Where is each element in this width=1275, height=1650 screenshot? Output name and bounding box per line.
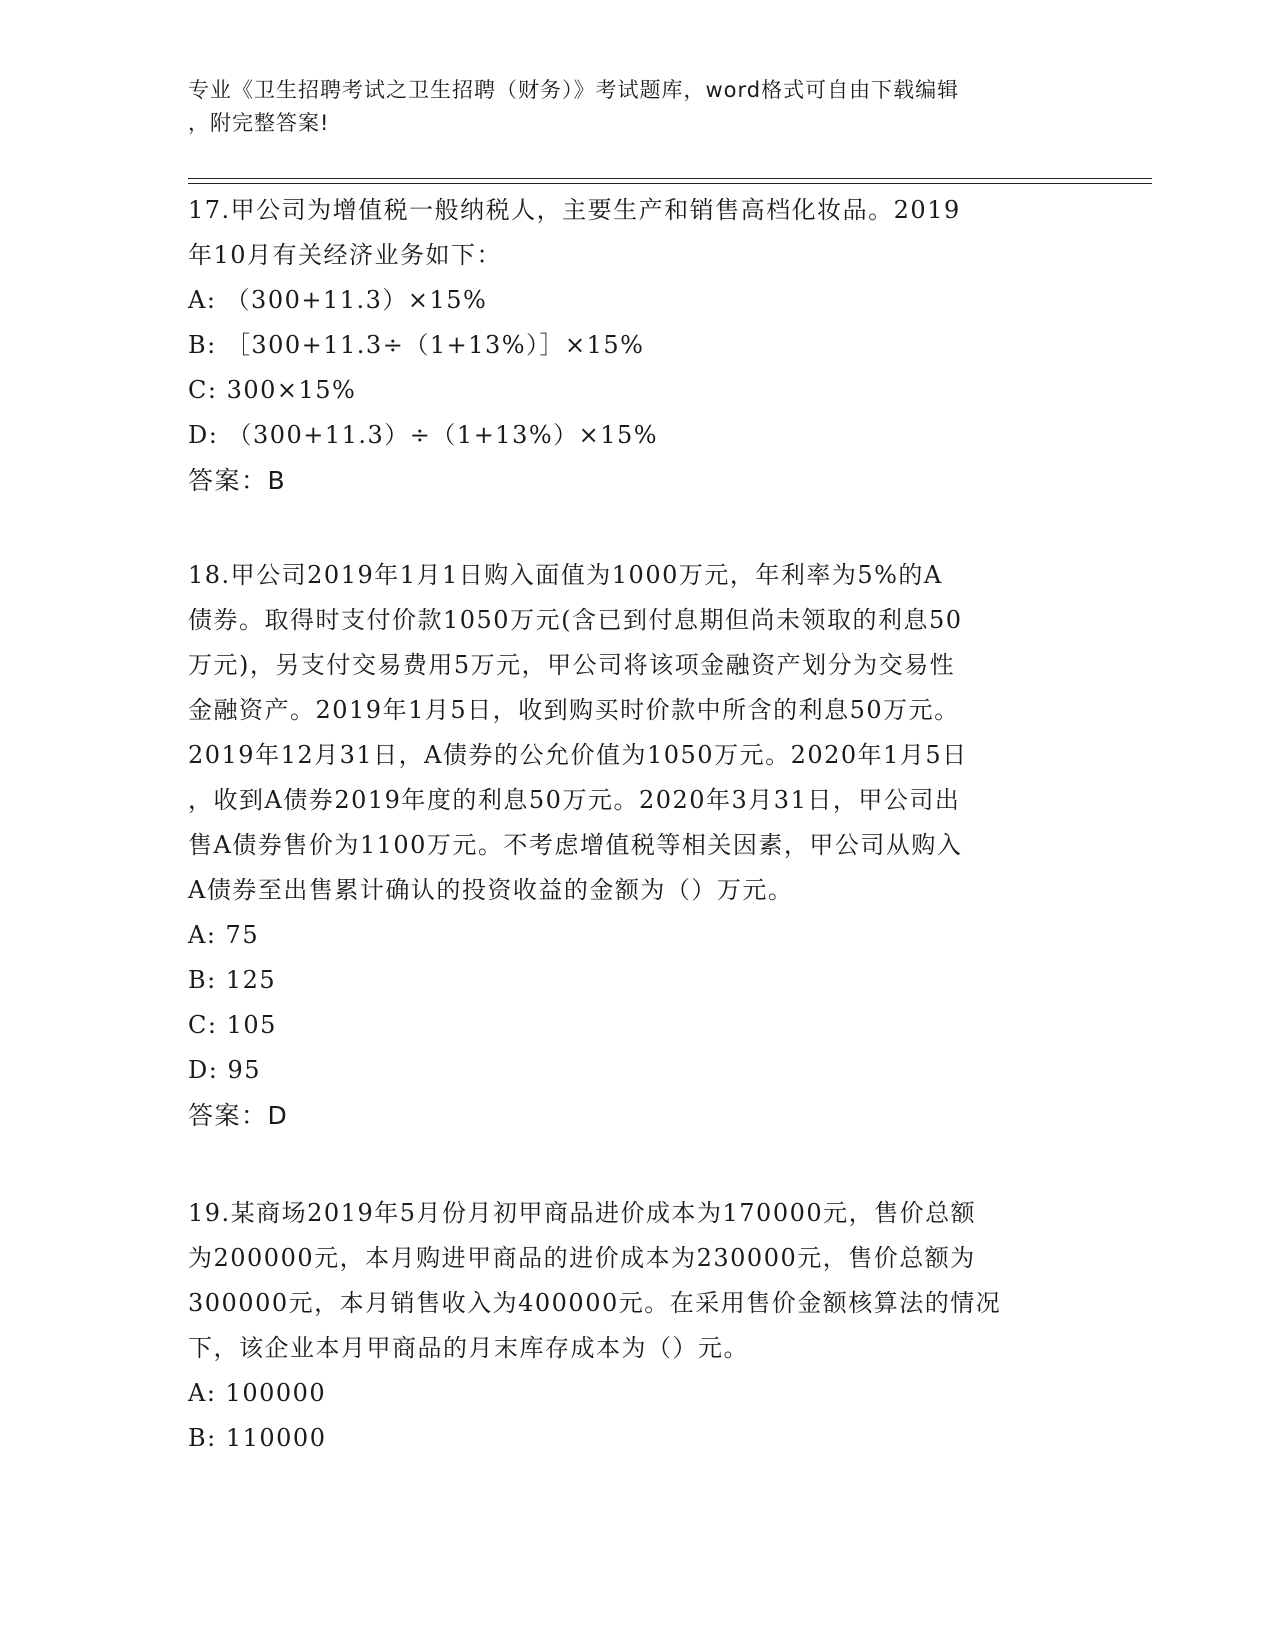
- question-text-line: 300000元，本月销售收入为400000元。在采用售价金额核算法的情况: [188, 1289, 1002, 1317]
- document-header: [188, 74, 1088, 140]
- option-b: B: 110000: [188, 1424, 327, 1452]
- question-17: [188, 188, 1088, 503]
- option-a: A: （300+11.3）×15%: [188, 286, 488, 314]
- option-a: A: 75: [188, 921, 260, 949]
- question-18: [188, 553, 1088, 1138]
- option-a: A: 100000: [188, 1379, 327, 1407]
- question-text-line: 17.甲公司为增值税一般纳税人，主要生产和销售高档化妆品。2019: [188, 196, 961, 224]
- option-b: B: 125: [188, 966, 277, 994]
- answer: 答案：D: [188, 1101, 289, 1130]
- question-text-line: 19.某商场2019年5月份月初甲商品进价成本为170000元，售价总额: [188, 1199, 977, 1227]
- question-text-line: 2019年12月31日，A债券的公允价值为1050万元。2020年1月5日: [188, 741, 968, 769]
- question-text-line: 18.甲公司2019年1月1日购入面值为1000万元，年利率为5%的A: [188, 561, 943, 589]
- question-text-line: 年10月有关经济业务如下：: [188, 241, 503, 269]
- question-19: [188, 1191, 1088, 1461]
- question-text-line: 下，该企业本月甲商品的月末库存成本为（）元。: [188, 1334, 749, 1362]
- option-c: C: 300×15%: [188, 376, 357, 404]
- header-divider-bottom: [188, 183, 1152, 184]
- option-d: D: 95: [188, 1056, 261, 1084]
- header-line-2: ，附完整答案!: [188, 111, 330, 135]
- question-text-line: 售A债券售价为1100万元。不考虑增值税等相关因素，甲公司从购入: [188, 831, 963, 859]
- question-text-line: 债券。取得时支付价款1050万元(含已到付息期但尚未领取的利息50: [188, 606, 963, 634]
- header-divider-top: [188, 178, 1152, 179]
- option-b: B: ［300+11.3÷（1+13%）］×15%: [188, 331, 645, 359]
- option-d: D: （300+11.3）÷（1+13%）×15%: [188, 421, 659, 449]
- question-text-line: 万元)，另支付交易费用5万元，甲公司将该项金融资产划分为交易性: [188, 651, 956, 679]
- answer: 答案：B: [188, 466, 287, 495]
- question-text-line: ，收到A债券2019年度的利息50万元。2020年3月31日，甲公司出: [188, 786, 961, 814]
- question-text-line: 金融资产。2019年1月5日，收到购买时价款中所含的利息50万元。: [188, 696, 960, 724]
- question-text-line: 为200000元，本月购进甲商品的进价成本为230000元，售价总额为: [188, 1244, 976, 1272]
- header-line-1: 专业《卫生招聘考试之卫生招聘（财务）》考试题库，word格式可自由下载编辑: [188, 78, 960, 102]
- option-c: C: 105: [188, 1011, 277, 1039]
- question-text-line: A债券至出售累计确认的投资收益的金额为（）万元。: [188, 876, 794, 904]
